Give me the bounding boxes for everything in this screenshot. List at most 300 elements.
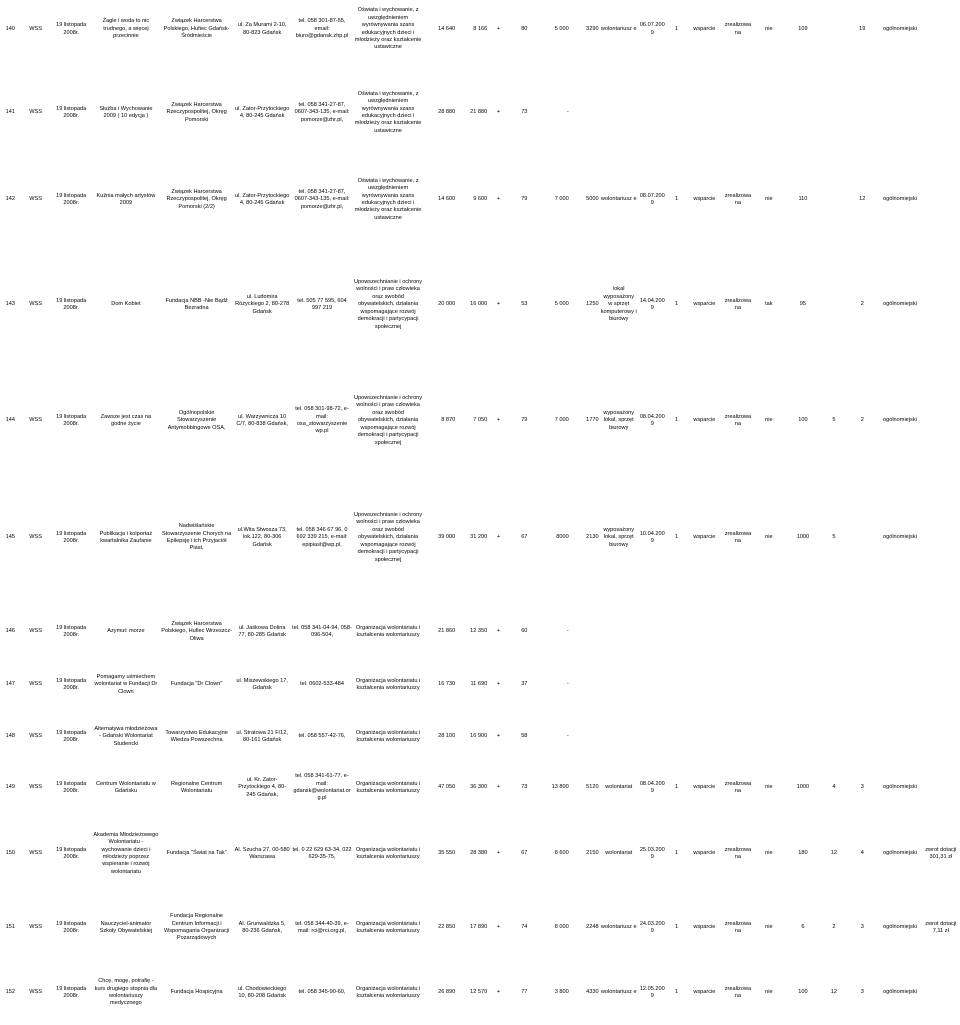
row-spacer (0, 954, 960, 961)
partners-cell (846, 665, 878, 705)
support-status-cell: wsparcie (693, 196, 716, 203)
requested-amount-cell: 21 880 (470, 109, 488, 116)
other-contribution-cell: 5120 (586, 784, 599, 791)
score-cell: 60 (521, 628, 528, 635)
requested-amount-cell: 8 166 (473, 25, 488, 32)
table-row (0, 0, 960, 67)
volunteers-cell: 2 (832, 924, 836, 931)
own-contribution-cell: 7 000 (554, 196, 569, 203)
district-code-cell: WSS (29, 784, 42, 791)
spacer-cell (0, 353, 960, 373)
organization-address-cell: ul. Ludomira Różyckiego 2, 80-278 Gdańsk (235, 293, 290, 315)
plus-sign-cell: + (496, 417, 501, 424)
task-area-cell: Upowszechnianie i ochrony wolności i praw człowieka oraz swobód obywatelskich, działania wspomagające rozwój demokracji i partycypacji społecznej (354, 279, 423, 330)
scope-cell: ogólnomiejski (882, 196, 917, 203)
project-title-cell: Służba i Wychowanie 2009 ( 10 edycja ) (99, 105, 153, 119)
task-area-cell: Organizacja wolontariatu i kształcenia wolontariuszy (355, 920, 421, 934)
district-code-cell: WSS (29, 25, 42, 32)
flag-cell: tak (765, 301, 773, 308)
contract-date-cell (638, 607, 667, 657)
task-area-cell: Upowszechnianie i ochrony wolności i praw człowieka oraz swobód obywatelskich, działania wspomagające rozwój demokracji i partycypacji społecznej (354, 512, 423, 563)
district-code-cell: WSS (29, 196, 42, 203)
spacer-cell (0, 469, 960, 490)
count-cell: 1 (674, 989, 679, 996)
flag-cell (753, 665, 784, 705)
organization-name-cell: Związek Harcerstwa Polskiego, Hufiec Gdańsk-Śródmieście (163, 18, 230, 40)
other-contribution-cell (570, 665, 600, 705)
completion-status-cell: zrealizowana (724, 413, 752, 427)
row-number-cell: 149 (5, 784, 15, 791)
project-title-cell: Żagle i woda to nic trudnego, a więcej przecinnie (102, 18, 150, 40)
partners-cell (846, 607, 878, 657)
table-row (0, 766, 960, 810)
scope-cell: ogólnomiejski (882, 784, 917, 791)
count-cell: 1 (674, 784, 679, 791)
partners-cell: 3 (860, 989, 864, 996)
organization-contact-cell: tel. 505 77 595, 604 997 219 (297, 297, 347, 311)
support-status-cell: wsparcie (693, 417, 716, 424)
support-status-cell: wsparcie (693, 850, 716, 857)
table-row (0, 164, 960, 236)
row-spacer (0, 142, 960, 164)
requested-amount-cell: 7 050 (473, 417, 488, 424)
volunteers-cell: 4 (832, 784, 836, 791)
organization-name-cell: Towarzystwo Edukacyjne Wiedza Powszechna (165, 729, 228, 743)
note-cell (922, 373, 960, 469)
participants-cell: 100 (798, 417, 808, 424)
row-number-cell: 143 (5, 301, 15, 308)
row-number-cell: 147 (5, 681, 15, 688)
note-cell: zwrot dotacji 301,31 zł (925, 846, 957, 860)
spacer-cell (0, 236, 960, 257)
submission-date-cell: 19 listopada 2008r. (56, 297, 87, 311)
organization-name-cell: Związek Harcerstwa Rzeczypospolitej, Okręg Pomorski (166, 101, 227, 123)
note-cell (922, 711, 960, 763)
score-cell: 53 (521, 301, 528, 308)
organization-name-cell: Fundacja Hospicyjna (170, 989, 223, 996)
submission-date-cell: 19 listopada 2008r. (56, 192, 87, 206)
completion-status-cell: zrealizowana (724, 985, 752, 999)
submission-date-cell: 19 listopada 2008r. (56, 677, 87, 691)
organization-name-cell: Fundacja Regionalne Centrum Informacji i Wspomagania Organizacji Pozarządowych (163, 913, 230, 942)
table-row (0, 902, 960, 954)
score-cell: 73 (521, 109, 528, 116)
requested-amount-cell: 12 570 (470, 989, 488, 996)
completion-status-cell: zrealizowana (724, 846, 752, 860)
organization-contact-cell: tel. 058 341-61-77, e-mail: gdansk@wolontariat.org.pl (293, 773, 351, 802)
requested-amount-cell: 12 350 (470, 628, 488, 635)
table-row (0, 711, 960, 763)
project-title-cell: Akademia Młodzieżowego Wolontariatu - wychowanie dzieci i młodzieży poprzez wspieranie i rozwój wolontariatu (93, 831, 159, 875)
row-number-cell: 150 (5, 850, 15, 857)
plus-sign-cell: + (496, 196, 501, 203)
support-status-cell: wsparcie (693, 784, 716, 791)
organization-address-cell: ul. Jaśkowa Dolina 77, 80-285 Gdańsk (238, 624, 286, 638)
other-contribution-cell: 1770 (586, 417, 599, 424)
count-cell: 1 (674, 417, 679, 424)
project-title-cell: Alternatywa młodzieżowa - Gdański Wolontariat Studencki (94, 725, 158, 747)
partners-cell: 3 (860, 924, 864, 931)
participants-cell: 180 (798, 850, 808, 857)
volunteers-cell: 12 (830, 989, 837, 996)
participants-cell: 6 (801, 924, 805, 931)
submission-date-cell: 19 listopada 2008r. (56, 780, 87, 794)
spacer-cell (0, 67, 960, 84)
support-status-cell: wsparcie (693, 534, 716, 541)
total-cost-cell: 14 640 (438, 25, 456, 32)
volunteers-cell (822, 0, 847, 67)
volunteers-cell (822, 257, 847, 353)
task-area-cell: Organizacja wolontariatu i kształcenia wolontariuszy (355, 729, 421, 743)
own-contribution-cell: - (566, 681, 569, 688)
participants-cell (784, 607, 821, 657)
district-code-cell: WSS (29, 989, 42, 996)
score-cell: 67 (521, 534, 528, 541)
row-number-cell: 144 (5, 417, 15, 424)
task-area-cell: Oświata i wychowanie, z uwzględnieniem wyrównywania szans edukacyjnych dzieci i młodzieży oraz kształcenie ustawiczne (354, 90, 422, 134)
table-row (0, 373, 960, 469)
spacer-cell (0, 657, 960, 665)
task-area-cell: Organizacja wolontariatu i kształcenia wolontariuszy (355, 677, 421, 691)
other-contribution-cell: 5000 (586, 196, 599, 203)
volunteers-cell: 12 (830, 850, 837, 857)
table-row (0, 257, 960, 353)
organization-contact-cell: tel. 058 341-27-87, 0607-343-135, e-mail: pomorze@zhr.pl, (294, 188, 350, 210)
score-cell: 58 (521, 733, 528, 740)
score-cell: 79 (521, 417, 528, 424)
count-cell (667, 607, 687, 657)
organization-name-cell: Nadwiślańskie Stowarzyszenie Chorych na Epilepsję i ich Przyjaciół Piast, (161, 523, 232, 552)
row-spacer (0, 586, 960, 607)
organization-address-cell: Al. Grunwaldzka 5, 80-236 Gdańsk, (238, 920, 286, 934)
row-number-cell: 145 (5, 534, 15, 541)
organization-contact-cell: tel. 058 345-90-60, (298, 989, 346, 996)
contribution-kind-cell (600, 665, 638, 705)
row-number-cell: 140 (5, 25, 15, 32)
total-cost-cell: 14 600 (438, 196, 456, 203)
volunteers-cell (822, 607, 847, 657)
table-row (0, 490, 960, 586)
plus-sign-cell: + (496, 109, 501, 116)
requested-amount-cell: 36 300 (470, 784, 488, 791)
completion-status-cell: zrealizowana (724, 920, 752, 934)
task-area-cell: Organizacja wolontariatu i kształcenia wolontariuszy (355, 985, 421, 999)
note-cell (922, 766, 960, 810)
volunteers-cell (822, 164, 847, 236)
participants-cell (784, 84, 821, 142)
contribution-kind-cell: wyposażony lokal, sprzęt biurowy (603, 409, 635, 431)
own-contribution-cell: 8000 (556, 534, 569, 541)
plus-sign-cell: + (496, 534, 501, 541)
total-cost-cell: 39 000 (438, 534, 456, 541)
support-status-cell: wsparcie (693, 924, 716, 931)
flag-cell: nie (765, 924, 773, 931)
own-contribution-cell: 13 800 (551, 784, 569, 791)
submission-date-cell: 19 listopada 2008r. (56, 729, 87, 743)
table-row (0, 607, 960, 657)
organization-address-cell: ul. Chodowieckiego 10, 80-208 Gdańsk (237, 985, 287, 999)
requested-amount-cell: 9 600 (473, 196, 488, 203)
count-cell: 1 (674, 196, 679, 203)
participants-cell: 100 (798, 989, 808, 996)
organization-contact-cell: tel. 058 346 67 96, 0 692 339 215, e-mail: epipiast@wp.pl, (296, 526, 348, 548)
organization-contact-cell: tel. 058 301-98-72, e-mail: osa_stowarzyszenie wp.pl (295, 406, 349, 435)
organization-name-cell: Fundacja "Dr Clown" (170, 681, 223, 688)
support-status-cell (686, 607, 722, 657)
district-code-cell: WSS (29, 417, 42, 424)
submission-date-cell: 19 listopada 2008r. (56, 624, 87, 638)
contract-date-cell: 08.04.2009 (639, 780, 665, 794)
support-status-cell: wsparcie (693, 301, 716, 308)
support-status-cell (686, 665, 722, 705)
task-area-cell: Organizacja wolontariatu i kształcenia wolontariuszy (355, 780, 421, 794)
row-spacer (0, 892, 960, 902)
flag-cell: nie (765, 989, 773, 996)
partners-cell: 3 (860, 784, 864, 791)
scope-cell (878, 711, 921, 763)
requested-amount-cell: 16 900 (470, 733, 488, 740)
contribution-kind-cell: wyposażony lokal, sprzęt biurowy (603, 526, 635, 548)
organization-address-cell: Al. Szucha 27, 00-580 Warszawa (234, 846, 290, 860)
note-cell (922, 164, 960, 236)
total-cost-cell: 16 730 (438, 681, 456, 688)
total-cost-cell: 8 870 (441, 417, 456, 424)
plus-sign-cell: + (496, 681, 501, 688)
organization-address-cell: ul. Zator-Przytockiego 4, 80-245 Gdańsk (234, 105, 290, 119)
organization-address-cell: ul. Za Murami 2-10, 80-823 Gdańsk (237, 22, 287, 36)
flag-cell: nie (765, 417, 773, 424)
spacer-cell (0, 142, 960, 164)
contribution-kind-cell: wolontariusz e (600, 25, 637, 32)
completion-status-cell (722, 607, 753, 657)
flag-cell: nie (765, 196, 773, 203)
other-contribution-cell (570, 607, 600, 657)
other-contribution-cell: 1250 (586, 301, 599, 308)
scope-cell: ogólnomiejski (882, 301, 917, 308)
row-spacer (0, 353, 960, 373)
own-contribution-cell: - (566, 628, 569, 635)
note-cell (922, 84, 960, 142)
submission-date-cell: 19 listopada 2008r. (56, 530, 87, 544)
completion-status-cell: zrealizowana (724, 297, 752, 311)
total-cost-cell: 20 000 (438, 301, 456, 308)
own-contribution-cell: 5 000 (554, 301, 569, 308)
partners-cell (846, 711, 878, 763)
plus-sign-cell: + (496, 25, 501, 32)
submission-date-cell: 19 listopada 2008r. (56, 22, 87, 36)
project-title-cell: Azymut: morze (107, 628, 145, 635)
total-cost-cell: 35 550 (438, 850, 456, 857)
project-title-cell: Kuźnia małych artystów 2009 (96, 192, 156, 206)
other-contribution-cell: 2150 (586, 850, 599, 857)
score-cell: 79 (521, 196, 528, 203)
contract-date-cell: 25.03.2009 (639, 846, 665, 860)
organization-name-cell: Związek Harcerstwa Polskiego, Hufiec Wrzeszcz-Oliwa (161, 620, 232, 642)
scope-cell: ogólnomiejski (882, 924, 917, 931)
contribution-kind-cell (600, 607, 638, 657)
row-spacer (0, 469, 960, 490)
contract-date-cell: 10.04.2009 (639, 530, 665, 544)
partners-cell: 2 (860, 417, 864, 424)
score-cell: 37 (521, 681, 528, 688)
flag-cell: nie (765, 850, 773, 857)
district-code-cell: WSS (29, 628, 42, 635)
project-title-cell: Nauczyciel-animator Szkoły Obywatelskiej (99, 920, 153, 934)
participants-cell: 1000 (796, 784, 810, 791)
organization-contact-cell: tel. 058 344-40-39, e-mail: rci@rci.org.pl, (295, 920, 349, 934)
requested-amount-cell: 31 200 (470, 534, 488, 541)
organization-address-cell: ul. Stratowa 21 F/12, 80-161 Gdańsk (236, 729, 288, 743)
completion-status-cell: zrealizowana (724, 192, 752, 206)
plus-sign-cell: + (496, 301, 501, 308)
project-title-cell: Dom Kobiet (111, 301, 141, 308)
count-cell (667, 84, 687, 142)
volunteers-cell (822, 665, 847, 705)
row-number-cell: 141 (5, 109, 15, 116)
organization-contact-cell: tel. 0 22 629 63-34, 022 629-35-75, (292, 846, 352, 860)
volunteers-cell: 5 (832, 534, 836, 541)
organization-contact-cell: tel. 058 301-87-55, email: biuro@gdansk.zhp.pl (295, 18, 349, 40)
requested-amount-cell: 11 690 (470, 681, 488, 688)
row-spacer (0, 67, 960, 84)
completion-status-cell (722, 84, 753, 142)
row-number-cell: 152 (5, 989, 15, 996)
count-cell (667, 711, 687, 763)
partners-cell (846, 490, 878, 586)
contribution-kind-cell: wolontariusz e (600, 924, 637, 931)
scope-cell (878, 665, 921, 705)
support-status-cell (686, 84, 722, 142)
own-contribution-cell: - (566, 733, 569, 740)
completion-status-cell (722, 665, 753, 705)
contribution-kind-cell: lokal wyposażony w sprzęt komputerowy i biurowy (600, 286, 637, 323)
plus-sign-cell: + (496, 628, 501, 635)
district-code-cell: WSS (29, 534, 42, 541)
row-number-cell: 146 (5, 628, 15, 635)
contribution-kind-cell: wolontariusz e (600, 989, 637, 996)
contract-date-cell (638, 711, 667, 763)
own-contribution-cell: 8 600 (554, 850, 569, 857)
total-cost-cell: 47 050 (438, 784, 456, 791)
row-spacer (0, 236, 960, 257)
participants-cell (784, 711, 821, 763)
note-cell (922, 961, 960, 1025)
note-cell: zwrot dotacji 7,11 zł (925, 920, 957, 934)
organization-contact-cell: tel. 058 341-27-87, 0607-343-135, e-mail: pomorze@zhr.pl, (294, 101, 350, 123)
table-row (0, 816, 960, 892)
organization-address-cell: ul. Warzywnicza 10 C/7, 80-838 Gdańsk, (236, 413, 288, 427)
organization-address-cell: ul.Wita Stwosza 73, lok.122, 80-306 Gdańsk (237, 526, 287, 548)
district-code-cell: WSS (29, 681, 42, 688)
own-contribution-cell: 7 000 (554, 417, 569, 424)
table-row (0, 84, 960, 142)
other-contribution-cell (570, 711, 600, 763)
requested-amount-cell: 28 380 (470, 850, 488, 857)
count-cell: 1 (674, 301, 679, 308)
own-contribution-cell: 8 000 (554, 924, 569, 931)
submission-date-cell: 19 listopada 2008r. (56, 413, 87, 427)
partners-cell: 19 (859, 25, 866, 32)
scope-cell: ogólnomiejski (882, 850, 917, 857)
project-title-cell: Centrum Wolontariatu w Gdańsku (95, 780, 156, 794)
total-cost-cell: 26 890 (438, 989, 456, 996)
organization-name-cell: Regionalne Centrum Wolontariatu (170, 780, 223, 794)
own-contribution-cell: 3 800 (554, 989, 569, 996)
plus-sign-cell: + (496, 850, 501, 857)
organization-contact-cell: tel. 0602-533-484 (300, 681, 344, 688)
organization-address-cell: ul. Miszewskiego 17, Gdańsk (236, 677, 288, 691)
contract-date-cell (638, 84, 667, 142)
note-cell (922, 665, 960, 705)
contract-date-cell: 14.04.2009 (639, 297, 665, 311)
organization-contact-cell: tel. 058 557-42-76, (298, 733, 346, 740)
requested-amount-cell: 17 890 (470, 924, 488, 931)
count-cell (667, 665, 687, 705)
support-status-cell: wsparcie (693, 989, 716, 996)
project-title-cell: Pomagamy uśmiechem wolontariat w Fundacji Dr Clown (94, 673, 158, 695)
own-contribution-cell: 5 000 (554, 25, 569, 32)
scope-cell: ogólnomiejski (882, 417, 917, 424)
spacer-cell (0, 586, 960, 607)
other-contribution-cell: 3290 (586, 25, 599, 32)
partners-cell: 2 (860, 301, 864, 308)
partners-cell: 4 (860, 850, 864, 857)
participants-cell: 1000 (796, 534, 810, 541)
volunteers-cell (822, 711, 847, 763)
plus-sign-cell: + (496, 989, 501, 996)
spacer-cell (0, 892, 960, 902)
table-row (0, 961, 960, 1025)
contract-date-cell: 08.07.2009 (639, 192, 665, 206)
flag-cell: nie (765, 25, 773, 32)
row-number-cell: 148 (5, 733, 15, 740)
flag-cell (753, 84, 784, 142)
scope-cell: ogólnomiejski (882, 989, 917, 996)
contract-date-cell: 12.05.2009 (639, 985, 665, 999)
score-cell: 73 (521, 784, 528, 791)
other-contribution-cell: 2130 (586, 534, 599, 541)
count-cell: 1 (674, 850, 679, 857)
completion-status-cell (722, 711, 753, 763)
scope-cell: ogólnomiejski (882, 534, 917, 541)
volunteers-cell (822, 84, 847, 142)
score-cell: 77 (521, 989, 528, 996)
total-cost-cell: 22 850 (438, 924, 456, 931)
task-area-cell: Oświata i wychowanie, z uwzględnieniem wyrównywania szans edukacyjnych dzieci i młodzieży oraz kształcenie ustawiczne (354, 177, 422, 221)
project-title-cell: Zawsze jest czas na godne życie (100, 413, 152, 427)
contribution-kind-cell: wolontariusz e (600, 196, 637, 203)
organization-address-cell: ul. Kr. Zator-Przytockiego 4, 80-245 Gdańsk, (238, 776, 287, 798)
submission-date-cell: 19 listopada 2008r. (56, 920, 87, 934)
completion-status-cell: zrealizowana (724, 530, 752, 544)
row-number-cell: 151 (5, 924, 15, 931)
submission-date-cell: 19 listopada 2008r. (56, 985, 87, 999)
district-code-cell: WSS (29, 733, 42, 740)
district-code-cell: WSS (29, 109, 42, 116)
organization-name-cell: Ogólnopolskie Stowarzyszenie Antymobbingowe OSA, (167, 409, 226, 431)
score-cell: 74 (521, 924, 528, 931)
total-cost-cell: 21 860 (438, 628, 456, 635)
other-contribution-cell: 2248 (586, 924, 599, 931)
scope-cell: ogólnomiejski (882, 25, 917, 32)
support-status-cell: wsparcie (693, 25, 716, 32)
own-contribution-cell: - (566, 109, 569, 116)
organization-address-cell: ul. Zator-Przytockiego 4, 80-245 Gdańsk (234, 192, 290, 206)
partners-cell: 12 (859, 196, 866, 203)
count-cell: 1 (674, 25, 679, 32)
flag-cell: nie (765, 784, 773, 791)
plus-sign-cell: + (496, 733, 501, 740)
